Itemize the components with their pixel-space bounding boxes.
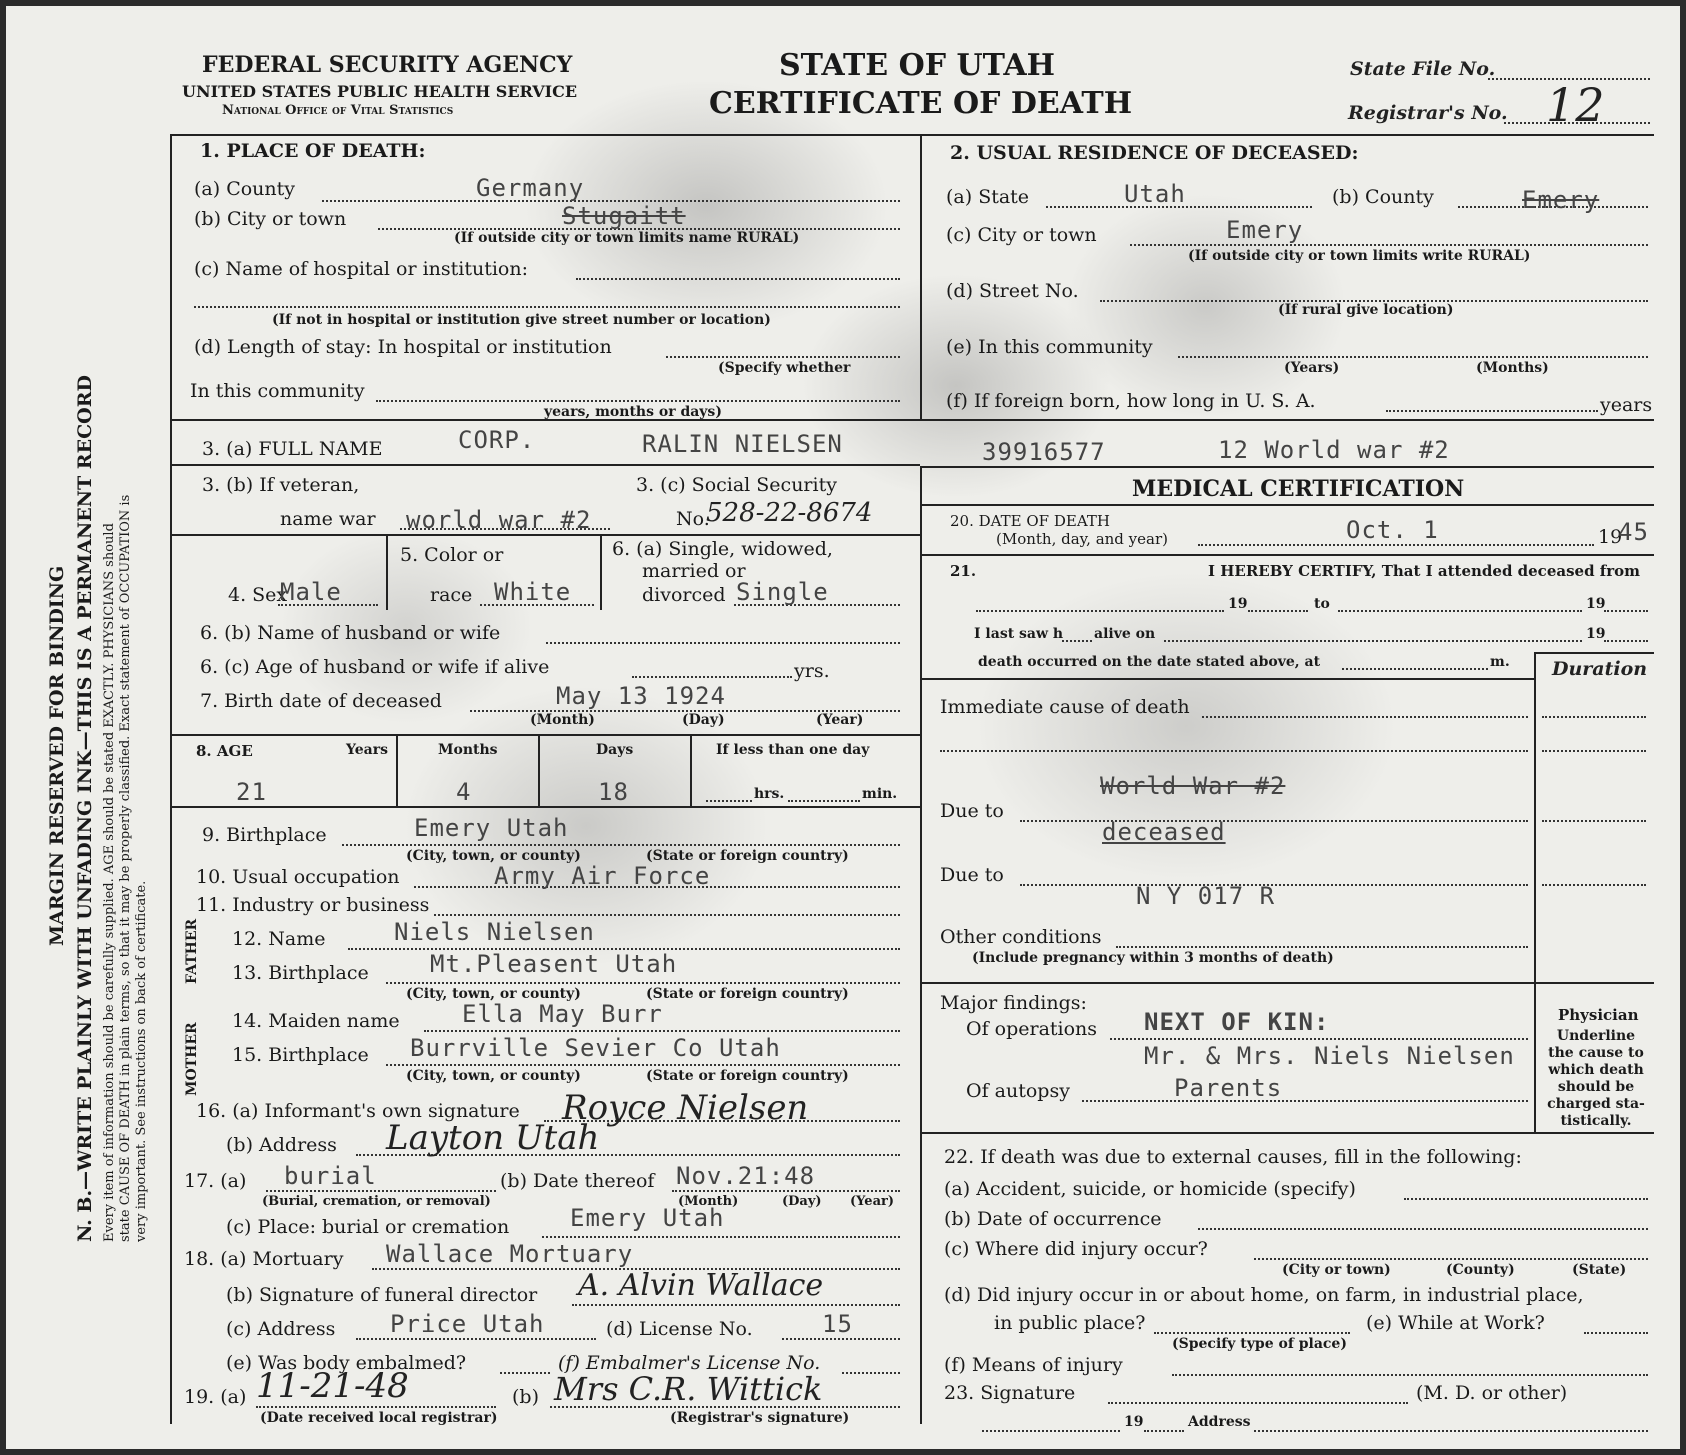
service-name: UNITED STATES PUBLIC HEALTH SERVICE [182, 82, 578, 101]
certify-number: 21. [950, 562, 977, 580]
means-of-injury-label: (f) Means of injury [944, 1354, 1123, 1376]
marital-label-2: married or [642, 560, 746, 582]
foreign-born-label: (f) If foreign born, how long in U. S. A. [946, 390, 1316, 412]
death-certificate [6, 6, 1680, 1449]
full-name-value: RALIN NIELSEN [642, 430, 843, 458]
public-place-note: (Specify type of place) [1172, 1336, 1347, 1352]
physician-note-line: charged sta- [1547, 1096, 1645, 1112]
signature-19: 19 [1124, 1414, 1144, 1430]
father-birthplace-value: Mt.Pleasent Utah [430, 950, 678, 978]
major-findings-label: Major findings: [940, 992, 1087, 1014]
birthplace-label: 9. Birthplace [202, 824, 327, 846]
margin-ink-text: N. B.—WRITE PLAINLY WITH UNFADING INK—THIS IS A PERMANENT RECORD [74, 374, 96, 1242]
street-note: (If rural give location) [1278, 302, 1454, 318]
age-days-header: Days [596, 742, 634, 758]
residence-heading: 2. USUAL RESIDENCE OF DECEASED: [950, 142, 1359, 164]
birthplace-state-note: (State or foreign country) [646, 848, 849, 864]
certify-to: to [1314, 596, 1330, 612]
death-county-value: Germany [476, 174, 585, 202]
date-of-death-label: 20. DATE OF DEATH [950, 512, 1110, 530]
of-operations-label: Of operations [966, 1018, 1098, 1040]
mother-tag: MOTHER [184, 1022, 200, 1096]
residence-county-label: (b) County [1332, 186, 1434, 208]
length-of-stay-label: (d) Length of stay: In hospital or institution [194, 336, 612, 358]
immediate-cause-label: Immediate cause of death [940, 696, 1190, 718]
mortuary-value: Wallace Mortuary [386, 1240, 634, 1268]
death-city-value: Stugaitt [562, 202, 686, 230]
mortuary-label: 18. (a) Mortuary [184, 1248, 344, 1270]
registrar-signature-label: (b) [512, 1386, 539, 1408]
war-name-label: name war [280, 508, 376, 530]
burial-place-value: Emery Utah [570, 1204, 725, 1232]
mortuary-address-label: (c) Address [226, 1318, 336, 1340]
embalmed-label: (e) Was body embalmed? [226, 1352, 467, 1374]
injury-location-label: (c) Where did injury occur? [944, 1238, 1208, 1260]
rank-value: CORP. [458, 426, 536, 454]
residence-city-label: (c) City or town [946, 224, 1097, 246]
death-city-note: (If outside city or town limits name RURAL) [454, 230, 800, 246]
injury-city-note: (City or town) [1282, 1262, 1391, 1278]
age-hrs-label: hrs. [754, 786, 785, 802]
marital-label-3: divorced [642, 584, 726, 606]
occupation-value: Army Air Force [494, 862, 711, 890]
occupation-label: 10. Usual occupation [196, 866, 400, 888]
street-label: (d) Street No. [946, 280, 1079, 302]
father-city-note: (City, town, or county) [406, 986, 581, 1002]
burial-date-value: Nov.21:48 [676, 1162, 816, 1190]
burial-date-label: (b) Date thereof [500, 1170, 655, 1192]
full-name-label: 3. (a) FULL NAME [202, 438, 383, 460]
funeral-director-signature: A. Alvin Wallace [578, 1268, 824, 1303]
residence-community-label: (e) In this community [946, 336, 1153, 358]
father-name-value: Niels Nielsen [394, 918, 595, 946]
next-of-kin-value: NEXT OF KIN: [1144, 1008, 1330, 1036]
informant-address-value: Layton Utah [386, 1118, 600, 1158]
residence-city-value: Emery [1226, 216, 1304, 244]
burial-note: (Burial, cremation, or removal) [262, 1194, 491, 1209]
mother-state-note: (State or foreign country) [646, 1068, 849, 1084]
mother-name-label: 14. Maiden name [232, 1010, 400, 1032]
age-less-than-day-header: If less than one day [716, 742, 870, 758]
age-days-value: 18 [598, 778, 629, 806]
agency-name: FEDERAL SECURITY AGENCY [202, 52, 573, 78]
margin-instructions-1: Every item of information should be carefully supplied. AGE should be stated EXACTLY. PHYSICIANS should [102, 523, 117, 1242]
due-to-label-1: Due to [940, 800, 1004, 822]
community-label: In this community [190, 380, 365, 402]
registrar-number-label: Registrar's No. [1348, 102, 1508, 124]
due-to-value-1b: deceased [1102, 818, 1226, 846]
office-name: National Office of Vital Statistics [222, 103, 454, 118]
physician-note [1540, 1028, 1652, 1130]
ssn-label: 3. (c) Social Security [636, 474, 837, 496]
sex-value: Male [280, 578, 342, 606]
father-birthplace-label: 13. Birthplace [232, 962, 369, 984]
injury-place-label: (d) Did injury occur in or about home, on farm, in industrial place, [944, 1284, 1584, 1306]
age-years-value: 21 [236, 778, 267, 806]
margin-instructions-2: state CAUSE OF DEATH in plain terms, so that it may be properly classified. Exact statement of OCCUPATION is [118, 494, 133, 1242]
physician-note-line: which death [1548, 1062, 1644, 1078]
burial-day-note: (Day) [782, 1194, 822, 1209]
months-note: (Months) [1476, 360, 1549, 376]
marital-label-1: 6. (a) Single, widowed, [612, 538, 833, 560]
race-value: White [494, 578, 572, 606]
medical-certification-heading: MEDICAL CERTIFICATION [1132, 476, 1465, 502]
registrar-signature-note: (Registrar's signature) [670, 1410, 850, 1426]
public-place-label: in public place? [994, 1312, 1146, 1334]
birthplace-city-note: (City, town, or county) [406, 848, 581, 864]
registrar-signature-value: Mrs C.R. Wittick [554, 1370, 823, 1408]
informant-signature-value: Royce Nielsen [562, 1088, 809, 1128]
death-county-label: (a) County [194, 178, 296, 200]
serial-number-value: 39916577 [982, 438, 1106, 466]
father-tag: FATHER [184, 918, 200, 984]
state-title: STATE OF UTAH [779, 48, 1055, 83]
date-of-death-year-prefix: 19 [1598, 526, 1623, 548]
residence-county-value: Emery [1522, 186, 1600, 214]
embalmer-license-label: (f) Embalmer's License No. [558, 1352, 821, 1374]
residence-state-label: (a) State [946, 186, 1030, 208]
burial-label: 17. (a) [184, 1170, 247, 1192]
age-label: 8. AGE [196, 742, 253, 760]
certify-19-b: 19 [1586, 596, 1606, 612]
mortuary-address-value: Price Utah [390, 1310, 545, 1338]
mother-birthplace-label: 15. Birthplace [232, 1044, 369, 1066]
birth-year-note: (Year) [816, 712, 864, 728]
age-years-header: Years [346, 742, 389, 758]
industry-label: 11. Industry or business [196, 894, 430, 916]
date-of-occurrence-label: (b) Date of occurrence [944, 1208, 1162, 1230]
spouse-name-label: 6. (b) Name of husband or wife [200, 622, 501, 644]
age-months-value: 4 [456, 778, 472, 806]
death-occurred-m: m. [1490, 654, 1510, 670]
certify-19-a: 19 [1228, 596, 1248, 612]
spouse-age-label: 6. (c) Age of husband or wife if alive [200, 656, 550, 678]
veteran-label: 3. (b) If veteran, [202, 474, 360, 496]
other-conditions-note: (Include pregnancy within 3 months of death) [972, 950, 1334, 966]
due-to-value-2: N Y 017 R [1136, 882, 1276, 910]
mother-city-note: (City, town, or county) [406, 1068, 581, 1084]
community-note: years, months or days) [544, 404, 722, 420]
ssn-value: 528-22-8674 [706, 498, 873, 528]
race-label-2: race [430, 584, 473, 606]
external-causes-heading: 22. If death was due to external causes, fill in the following: [944, 1146, 1522, 1168]
certify-text: I HEREBY CERTIFY, That I attended deceased from [1208, 562, 1641, 580]
physician-note-line: tistically. [1560, 1113, 1632, 1129]
margin-instructions-3: very important. See instructions on back of certificate. [134, 880, 149, 1242]
last-saw-19: 19 [1586, 626, 1606, 642]
signature-address-label: Address [1188, 1414, 1251, 1430]
spouse-age-suffix: yrs. [794, 660, 830, 682]
date-of-death-value: Oct. 1 [1346, 516, 1439, 544]
alive-on-label: alive on [1094, 626, 1156, 642]
certificate-title: CERTIFICATE OF DEATH [709, 86, 1133, 121]
registrar-date-label: 19. (a) [184, 1386, 247, 1408]
injury-county-note: (County) [1446, 1262, 1515, 1278]
next-of-kin-relation: Parents [1174, 1074, 1283, 1102]
residence-city-note: (If outside city or town limits write RURAL) [1188, 248, 1531, 264]
marital-value: Single [736, 578, 829, 606]
physician-note-line: Underline [1556, 1028, 1636, 1044]
physician-note-title: Physician [1558, 1006, 1639, 1024]
hospital-note: (If not in hospital or institution give street number or location) [272, 312, 771, 328]
foreign-born-suffix: years [1600, 394, 1653, 416]
place-of-death-heading: 1. PLACE OF DEATH: [200, 140, 426, 162]
signature-label: 23. Signature [944, 1382, 1076, 1404]
registrar-date-value: 11-21-48 [256, 1366, 409, 1406]
other-conditions-label: Other conditions [940, 926, 1102, 948]
informant-address-label: (b) Address [226, 1134, 337, 1156]
mother-birthplace-value: Burrville Sevier Co Utah [410, 1034, 781, 1062]
race-label-1: 5. Color or [400, 544, 504, 566]
birth-day-note: (Day) [682, 712, 725, 728]
burial-year-note: (Year) [850, 1194, 894, 1209]
registrar-number-value: 12 [1546, 78, 1605, 132]
physician-note-line: the cause to [1548, 1045, 1644, 1061]
margin-binding-text: MARGIN RESERVED FOR BINDING [46, 565, 68, 946]
burial-place-label: (c) Place: burial or cremation [226, 1216, 510, 1238]
length-of-stay-note: (Specify whether [718, 360, 851, 376]
father-name-label: 12. Name [232, 928, 326, 950]
last-saw-label: I last saw h [974, 626, 1064, 642]
birth-date-label: 7. Birth date of deceased [200, 690, 442, 712]
due-to-label-2: Due to [940, 864, 1004, 886]
birth-month-note: (Month) [530, 712, 595, 728]
war-name-value: world war #2 [406, 506, 592, 534]
funeral-director-label: (b) Signature of funeral director [226, 1284, 538, 1306]
date-of-death-year: 45 [1618, 518, 1649, 546]
injury-state-note: (State) [1572, 1262, 1627, 1278]
death-occurred-label: death occurred on the date stated above, at [978, 654, 1321, 670]
years-note: (Years) [1284, 360, 1340, 376]
ssn-no-label: No. [676, 508, 710, 530]
informant-signature-label: 16. (a) Informant's own signature [196, 1100, 520, 1122]
burial-month-note: (Month) [678, 1194, 739, 1209]
sex-label: 4. Sex [228, 584, 288, 606]
date-of-death-sublabel: (Month, day, and year) [996, 530, 1168, 548]
state-file-label: State File No. [1350, 58, 1496, 80]
mother-name-value: Ella May Burr [462, 1000, 663, 1028]
due-to-value-1: World War #2 [1100, 772, 1286, 800]
while-at-work-label: (e) While at Work? [1366, 1312, 1545, 1334]
license-label: (d) License No. [606, 1318, 753, 1340]
registrar-date-note: (Date received local registrar) [260, 1410, 498, 1426]
md-or-other-label: (M. D. or other) [1416, 1382, 1568, 1404]
duration-header: Duration [1552, 658, 1648, 680]
birth-date-value: May 13 1924 [556, 682, 726, 710]
next-of-kin-names: Mr. & Mrs. Niels Nielsen [1144, 1042, 1515, 1070]
of-autopsy-label: Of autopsy [966, 1080, 1070, 1102]
physician-note-line: should be [1557, 1079, 1635, 1095]
residence-state-value: Utah [1124, 180, 1186, 208]
death-city-label: (b) City or town [194, 208, 347, 230]
hospital-label: (c) Name of hospital or institution: [194, 258, 529, 280]
father-state-note: (State or foreign country) [646, 986, 849, 1002]
name-extra-value: 12 World war #2 [1218, 436, 1450, 464]
age-months-header: Months [438, 742, 498, 758]
accident-label: (a) Accident, suicide, or homicide (specify) [944, 1178, 1356, 1200]
age-min-label: min. [862, 786, 898, 802]
burial-value: burial [284, 1162, 377, 1190]
license-value: 15 [822, 1310, 853, 1338]
birthplace-value: Emery Utah [414, 814, 569, 842]
